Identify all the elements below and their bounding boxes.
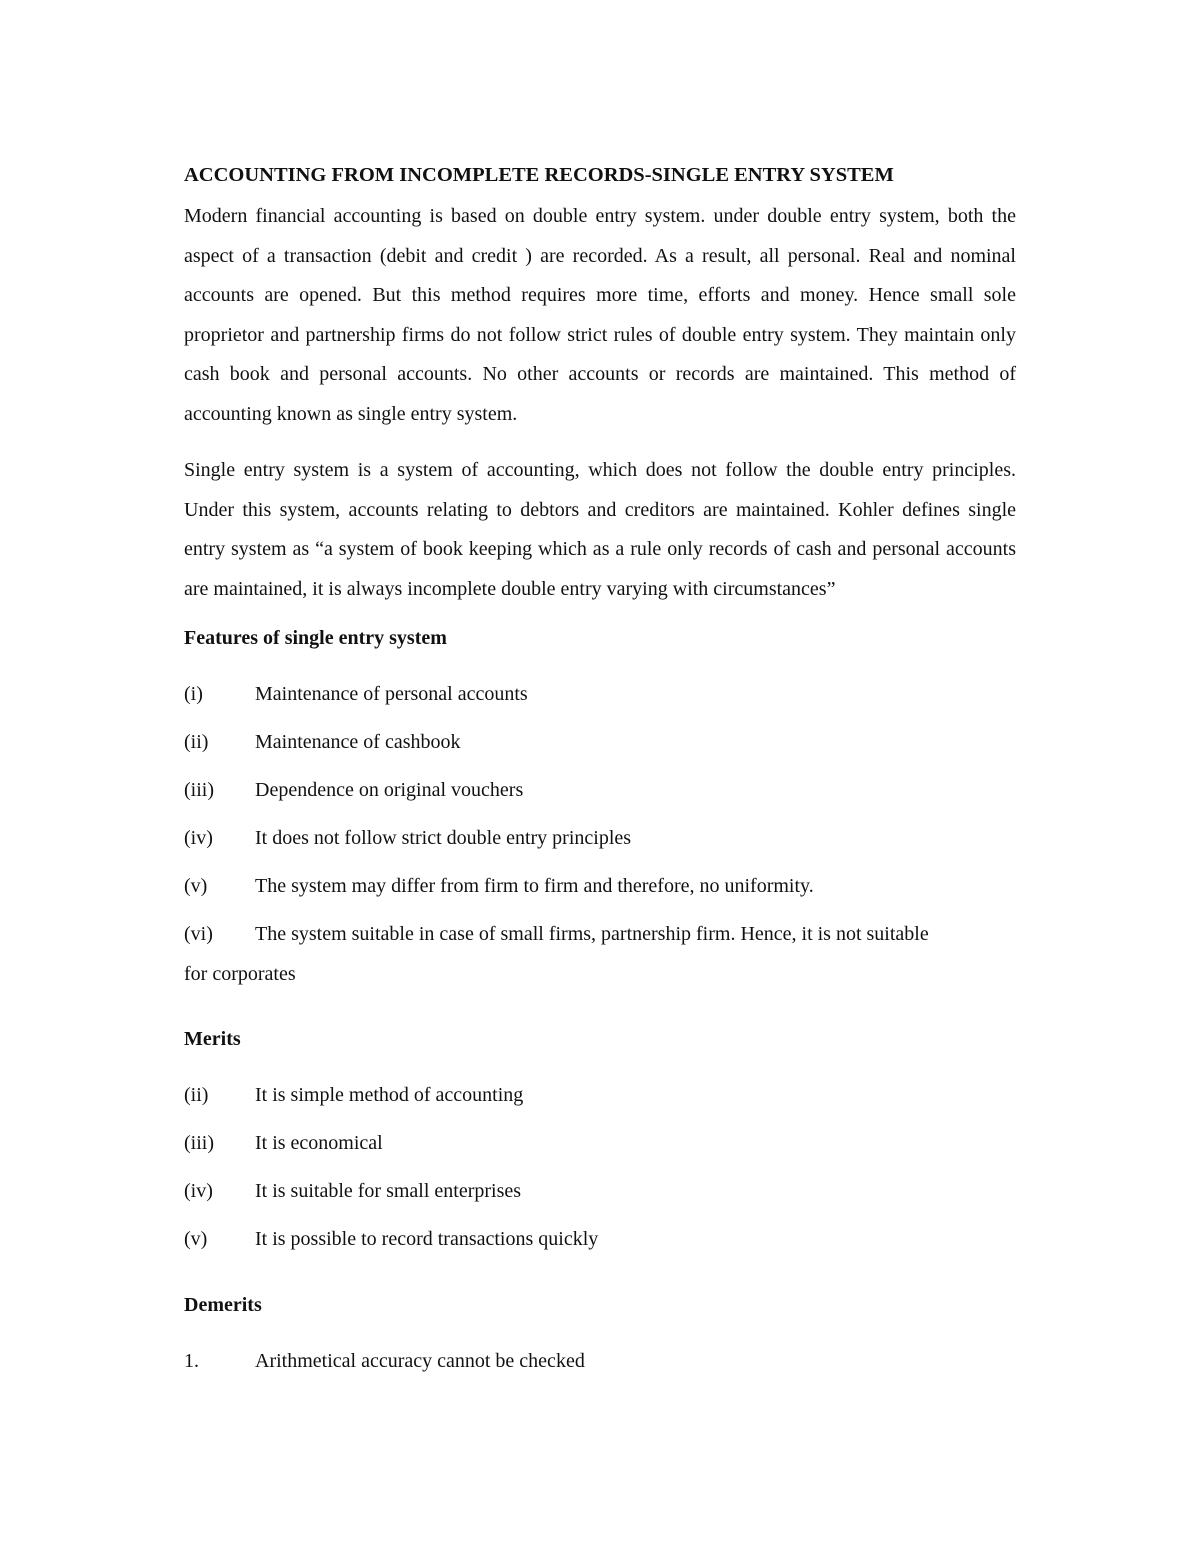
item-text: Maintenance of cashbook [255, 731, 461, 753]
item-text: It is simple method of accounting [255, 1084, 524, 1106]
document-body [184, 158, 1016, 1381]
item-text: It is suitable for small enterprises [255, 1180, 522, 1202]
merits-heading: Merits [184, 1028, 241, 1050]
item-number: (iii) [184, 1132, 214, 1154]
item-text: It is possible to record transactions quickly [255, 1228, 599, 1250]
item-number: (v) [184, 875, 208, 897]
list-item [184, 1076, 1016, 1116]
item-number: (iv) [184, 827, 213, 849]
item-number: (iv) [184, 1180, 213, 1202]
list-item [184, 1124, 1016, 1164]
list-item [184, 1172, 1016, 1212]
list-item [184, 915, 1016, 994]
item-number: 1. [184, 1349, 199, 1372]
item-text: Maintenance of personal accounts [255, 683, 528, 705]
item-number: (ii) [184, 731, 209, 753]
list-item [184, 819, 1016, 859]
item-number: (vi) [184, 923, 213, 945]
list-item [184, 771, 1016, 811]
features-heading: Features of single entry system [184, 627, 447, 649]
merits-list [184, 1076, 1016, 1260]
paragraph-intro: Modern financial accounting is based on double entry system. under double entry system, both the aspect of a transaction (debit and credit ) are recorded. As a result, all personal. Real and nominal accounts are opened. But this method requires more time, efforts and money. Hence small sole proprietor and partnership firms do not follow strict rules of double entry system. They maintain only cash book and personal accounts. No other accounts or records are maintained. This method of accounting known as single entry system. [184, 205, 1016, 425]
item-text: Arithmetical accuracy cannot be checked [255, 1349, 585, 1372]
paragraph-definition: Single entry system is a system of accounting, which does not follow the double entry principles. Under this system, accounts relating to debtors and creditors are maintained. Kohler defines single entry system as “a system of book keeping which as a rule only records of cash and personal accounts are maintained, it is always incomplete double entry varying with circumstances” [184, 459, 1016, 600]
list-item [184, 1220, 1016, 1260]
item-number: (iii) [184, 779, 214, 801]
item-number: (ii) [184, 1084, 209, 1106]
list-item [184, 867, 1016, 907]
list-item [184, 1342, 1016, 1382]
list-item [184, 723, 1016, 763]
document-title: ACCOUNTING FROM INCOMPLETE RECORDS-SINGLE ENTRY SYSTEM [184, 164, 894, 186]
list-item [184, 675, 1016, 715]
demerits-heading: Demerits [184, 1293, 262, 1316]
item-text: The system suitable in case of small firms, partnership firm. Hence, it is not suitable [255, 923, 929, 945]
demerits-list [184, 1342, 1016, 1382]
item-text-continuation: for corporates [184, 962, 296, 985]
item-number: (v) [184, 1228, 208, 1250]
item-text: It is economical [255, 1132, 383, 1154]
features-list [184, 675, 1016, 994]
item-text: Dependence on original vouchers [255, 779, 524, 801]
item-text: The system may differ from firm to firm and therefore, no uniformity. [255, 875, 814, 897]
item-number: (i) [184, 683, 203, 705]
item-text: It does not follow strict double entry principles [255, 827, 632, 849]
